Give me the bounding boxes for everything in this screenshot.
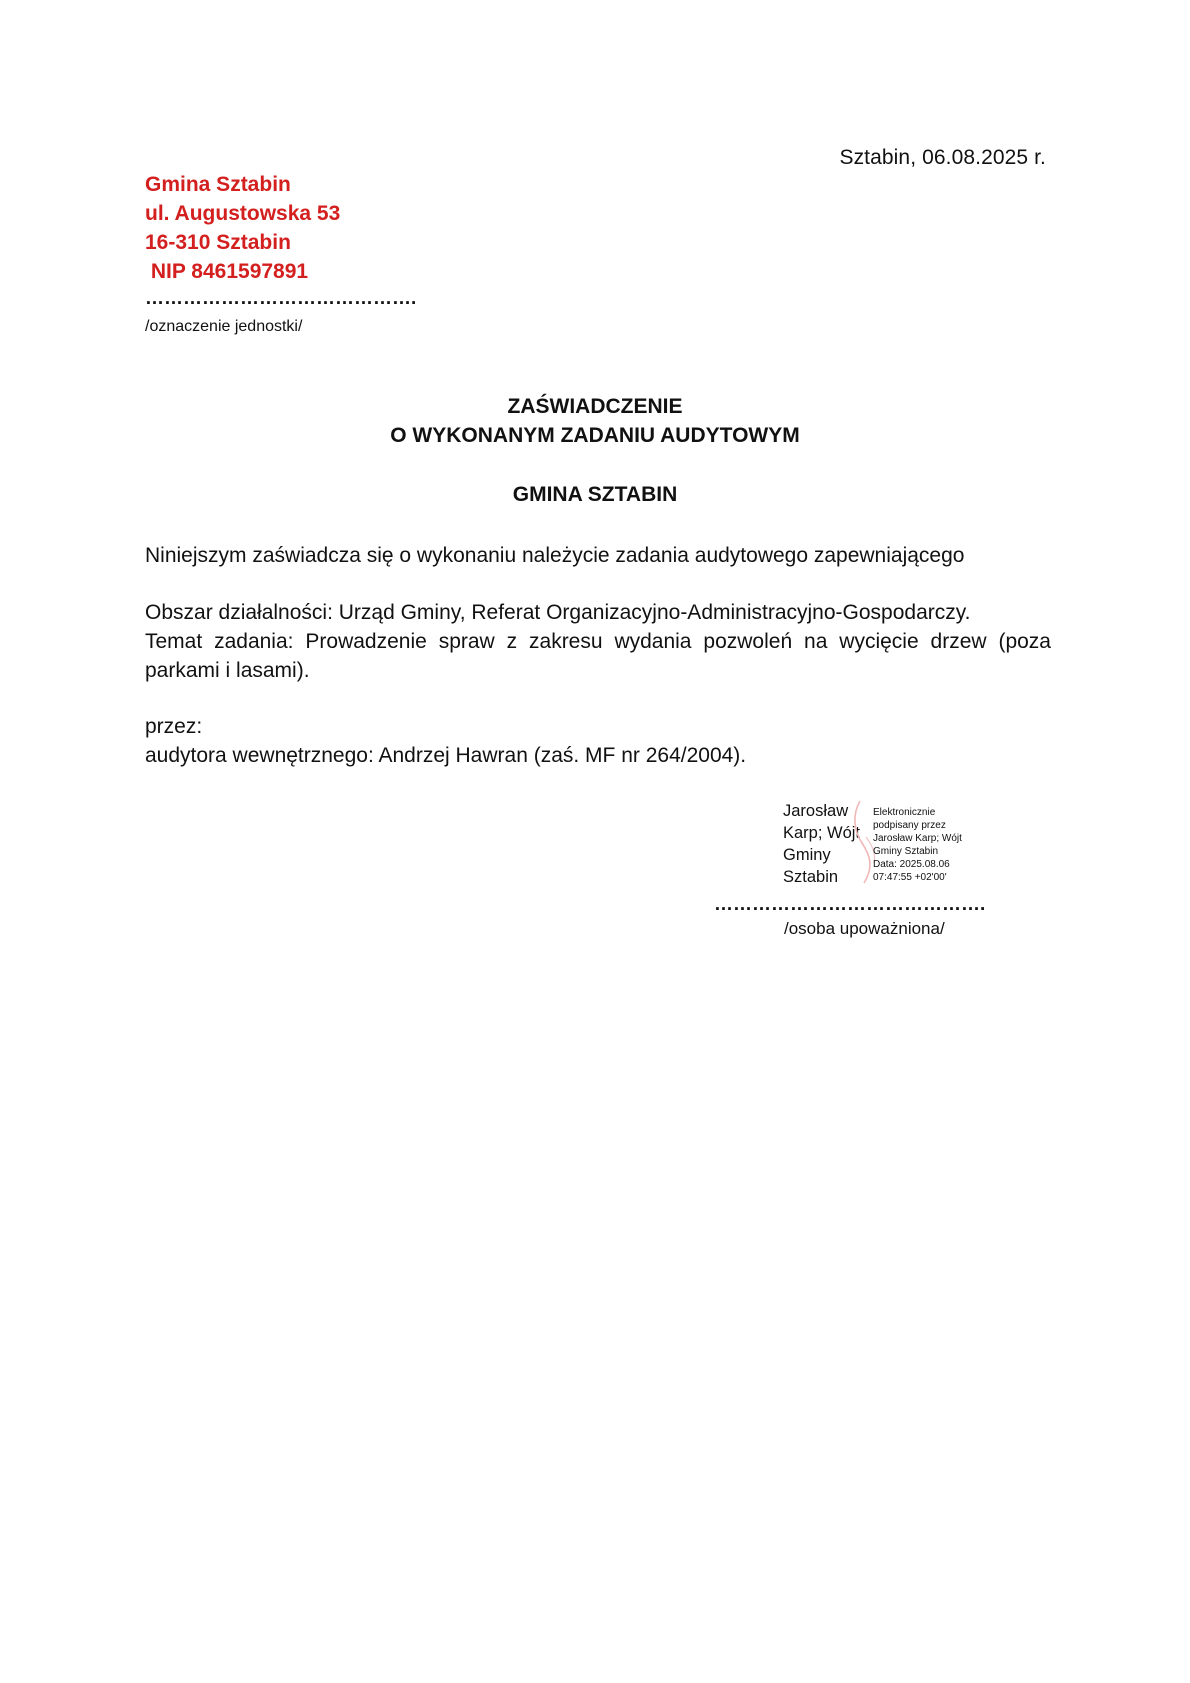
intro-paragraph: Niniejszym zaświadcza się o wykonaniu należycie zadania audytowego zapewniającego (145, 544, 965, 567)
authorized-signature-line: ……………………………………. (714, 894, 986, 915)
sender-street: ul. Augustowska 53 (145, 202, 341, 225)
sender-address-block (145, 170, 340, 286)
activity-area-line: Obszar działalności: Urząd Gminy, Referat Organizacyjno-Administracyjno-Gospodarczy. (145, 601, 971, 624)
signature-detail-line: Elektronicznie (873, 807, 936, 818)
by-label: przez: (145, 715, 203, 738)
unit-signature-line: ……………………………………. (145, 288, 417, 309)
auditor-paragraph (145, 712, 1051, 770)
signature-name-line: Sztabin (783, 868, 839, 886)
task-details-paragraph (145, 598, 1051, 685)
signature-name-line: Jarosław (783, 802, 849, 820)
unit-caption: /oznaczenie jednostki/ (145, 318, 303, 335)
sender-city: 16-310 Sztabin (145, 231, 291, 254)
signature-name-line: Gminy (783, 846, 831, 864)
sender-nip: NIP 8461597891 (145, 260, 309, 283)
signature-name-line: Karp; Wójt (783, 824, 861, 842)
document-date: Sztabin, 06.08.2025 r. (839, 146, 1046, 169)
document-title: ZAŚWIADCZENIE (507, 395, 683, 418)
entity-heading: GMINA SZTABIN (512, 483, 678, 506)
task-topic-line-1: Temat zadania: Prowadzenie spraw z zakresu wydania pozwoleń na wycięcie drzew (poza (145, 630, 1051, 653)
signature-detail-line: Data: 2025.08.06 (873, 859, 950, 870)
auditor-line: audytora wewnętrznego: Andrzej Hawran (zaś. MF nr 264/2004). (145, 744, 747, 767)
authorized-person-caption: /osoba upoważniona/ (784, 919, 945, 938)
signature-detail-line: podpisany przez (873, 820, 946, 831)
e-signature-details (873, 806, 962, 884)
sender-name: Gmina Sztabin (145, 173, 291, 196)
signature-detail-line: Jarosław Karp; Wójt (873, 833, 962, 844)
signature-detail-line: 07:47:55 +02'00' (873, 872, 947, 883)
task-topic-line-2: parkami i lasami). (145, 659, 310, 682)
document-subtitle: O WYKONANYM ZADANIU AUDYTOWYM (390, 424, 800, 447)
signature-detail-line: Gminy Sztabin (873, 846, 939, 857)
